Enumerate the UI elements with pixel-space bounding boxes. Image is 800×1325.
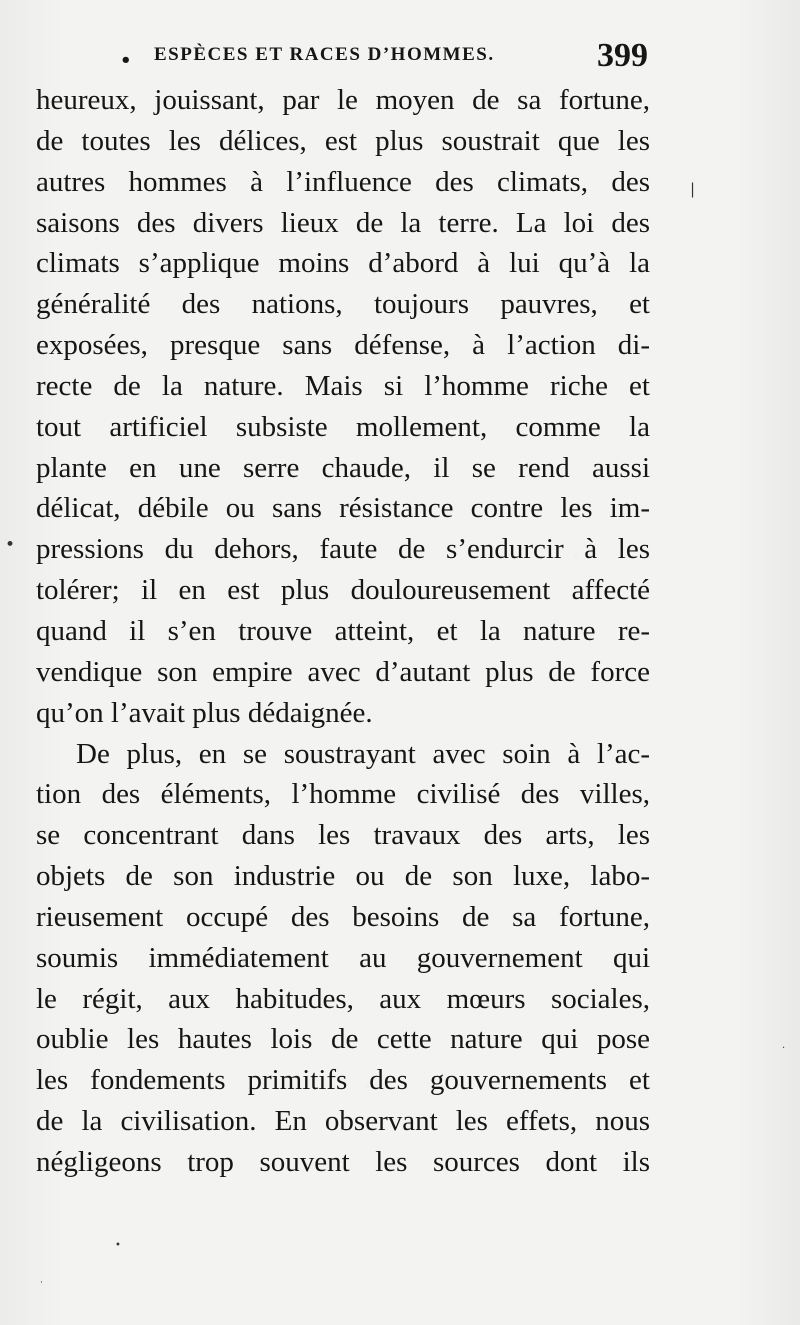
margin-mark: .: [782, 1040, 786, 1051]
text-line: objets de son industrie ou de son luxe, labo-: [36, 860, 650, 893]
text-line: oublie les hautes lois de cette nature qui pose: [36, 1023, 650, 1056]
text-line: soumis immédiatement au gouvernement qui: [36, 941, 650, 974]
text-line: recte de la nature. Mais si l’homme riche et: [36, 369, 650, 402]
text-line: les fondements primitifs des gouvernements et: [36, 1064, 650, 1097]
text-line: plante en une serre chaude, il se rend aussi: [36, 451, 650, 484]
text-line: exposées, presque sans défense, à l’action di-: [36, 329, 650, 362]
paragraph-end-line: qu’on l’avait plus dédaignée.: [36, 696, 373, 729]
body-text: [36, 80, 650, 1183]
text-line: pressions du dehors, faute de s’endurcir à les: [36, 533, 650, 566]
running-head: ESPÈCES ET RACES D’HOMMES.: [154, 44, 495, 65]
text-line: généralité des nations, toujours pauvres, et: [36, 288, 650, 321]
text-line: heureux, jouissant, par le moyen de sa fortune,: [36, 84, 650, 116]
text-line: rieusement occupé des besoins de sa fortune,: [36, 900, 650, 933]
text-line: de la civilisation. En observant les effets, nous: [36, 1105, 650, 1138]
page-number: 399: [597, 37, 648, 74]
text-line: de toutes les délices, est plus soustrait que les: [36, 124, 650, 157]
text-line: quand il s’en trouve atteint, et la nature re-: [36, 614, 650, 647]
text-line: vendique son empire avec d’autant plus de force: [36, 655, 650, 688]
margin-mark: ·: [40, 1278, 43, 1288]
page-header: [120, 32, 650, 82]
text-line: autres hommes à l’influence des climats, des: [36, 165, 650, 198]
text-line: climats s’applique moins d’abord à lui qu’à la: [36, 247, 650, 280]
margin-mark: •: [115, 1240, 121, 1251]
text-line: saisons des divers lieux de la terre. La loi des: [36, 206, 650, 239]
header-dot: •: [120, 50, 132, 71]
text-line: délicat, débile ou sans résistance contre les im-: [36, 492, 650, 525]
text-line: tion des éléments, l’homme civilisé des villes,: [36, 778, 650, 811]
paragraph-start-line: De plus, en se soustrayant avec soin à l’ac-: [76, 737, 650, 770]
text-line: négligeons trop souvent les sources dont ils: [36, 1145, 650, 1178]
text-line: tolérer; il en est plus douloureusement affecté: [36, 574, 650, 607]
margin-mark: •: [5, 535, 16, 555]
text-line: le régit, aux habitudes, aux mœurs sociales,: [36, 982, 650, 1015]
margin-mark: |: [690, 180, 696, 198]
text-line: tout artificiel subsiste mollement, comme la: [36, 410, 650, 443]
text-line: se concentrant dans les travaux des arts, les: [36, 819, 650, 852]
